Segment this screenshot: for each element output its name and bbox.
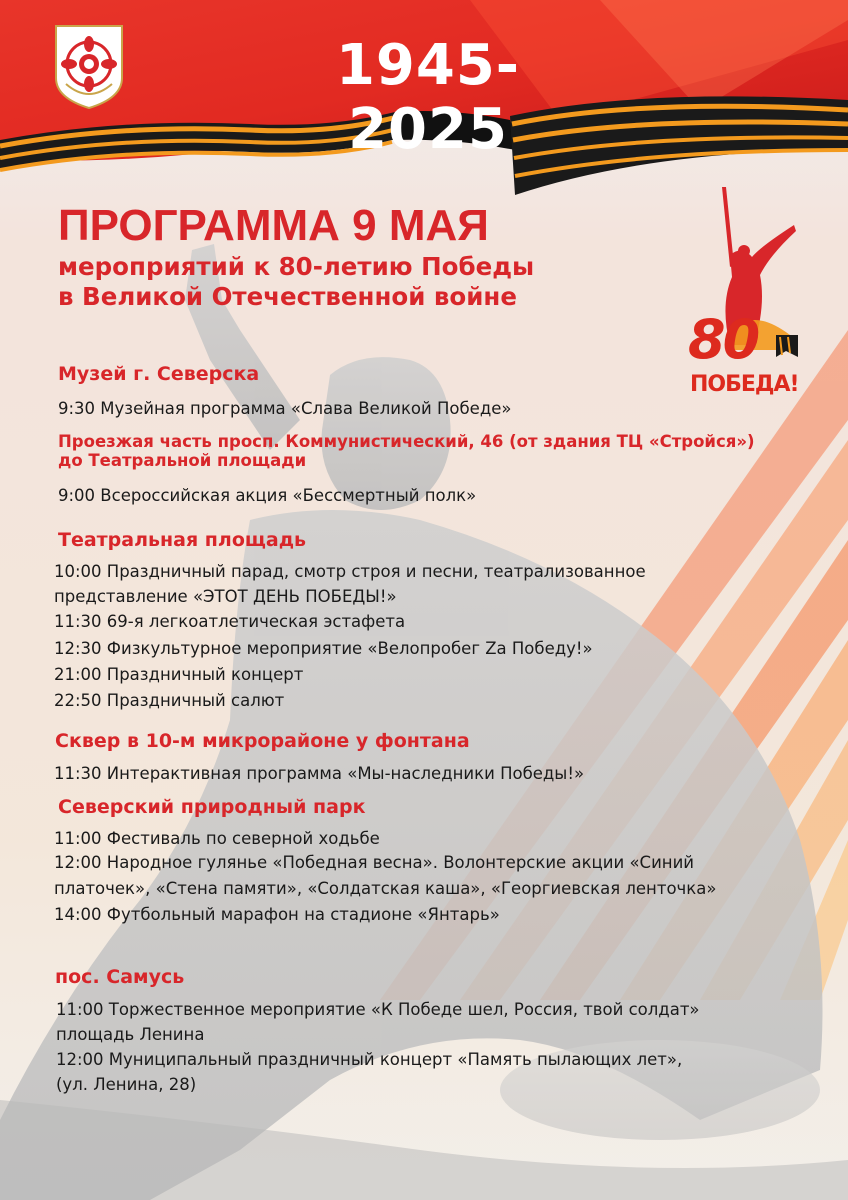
event-item: 9:30 Музейная программа «Слава Великой Победе» xyxy=(58,399,512,418)
event-item: 12:00 Муниципальный праздничный концерт «Память пылающих лет», xyxy=(56,1050,683,1069)
years-heading: 1945-2025 xyxy=(335,33,521,162)
event-item: 12:00 Народное гулянье «Победная весна». Волонтерские акции «Синий xyxy=(54,853,695,872)
section-title-avenue-line2: до Театральной площади xyxy=(58,451,307,470)
event-item: 10:00 Праздничный парад, смотр строя и песни, театрализованное xyxy=(54,562,646,581)
event-item: (ул. Ленина, 28) xyxy=(56,1075,197,1094)
event-item: площадь Ленина xyxy=(56,1025,205,1044)
page-title: ПРОГРАММА 9 МАЯ xyxy=(58,201,489,250)
event-item: 22:50 Праздничный салют xyxy=(54,691,285,710)
page-subtitle xyxy=(58,252,678,312)
section-title-avenue-line1: Проезжая часть просп. Коммунистический, 46 (от здания ТЦ «Стройся») xyxy=(58,432,755,451)
event-item: 12:30 Физкультурное мероприятие «Велопробег Zа Победу!» xyxy=(54,639,593,658)
subtitle-line: в Великой Отечественной войне xyxy=(58,282,517,311)
event-item: 11:30 Интерактивная программа «Мы-наследники Победы!» xyxy=(54,764,585,783)
subtitle-line: мероприятий к 80-летию Победы xyxy=(58,252,535,281)
badge-number: 80 xyxy=(688,308,758,371)
section-title-museum: Музей г. Северска xyxy=(58,363,260,385)
event-item: 11:00 Торжественное мероприятие «К Победе шел, Россия, твой солдат» xyxy=(56,1000,700,1019)
section-title-samus: пос. Самусь xyxy=(55,966,185,988)
event-item: 14:00 Футбольный марафон на стадионе «Янтарь» xyxy=(54,905,500,924)
event-item: 11:00 Фестиваль по северной ходьбе xyxy=(54,829,380,848)
crest-icon xyxy=(52,20,126,110)
event-item: 9:00 Всероссийская акция «Бессмертный полк» xyxy=(58,486,477,505)
badge-word: ПОБЕДА! xyxy=(690,372,799,397)
event-item: 21:00 Праздничный концерт xyxy=(54,665,304,684)
event-item: 11:30 69-я легкоатлетическая эстафета xyxy=(54,612,406,631)
section-title-theatre-square: Театральная площадь xyxy=(58,529,307,551)
section-title-square-fountain: Сквер в 10-м микрорайоне у фонтана xyxy=(55,730,470,752)
event-item: представление «ЭТОТ ДЕНЬ ПОБЕДЫ!» xyxy=(54,587,397,606)
event-item: платочек», «Стена памяти», «Солдатская каша», «Георгиевская ленточка» xyxy=(54,879,717,898)
section-title-nature-park: Северский природный парк xyxy=(58,796,366,818)
